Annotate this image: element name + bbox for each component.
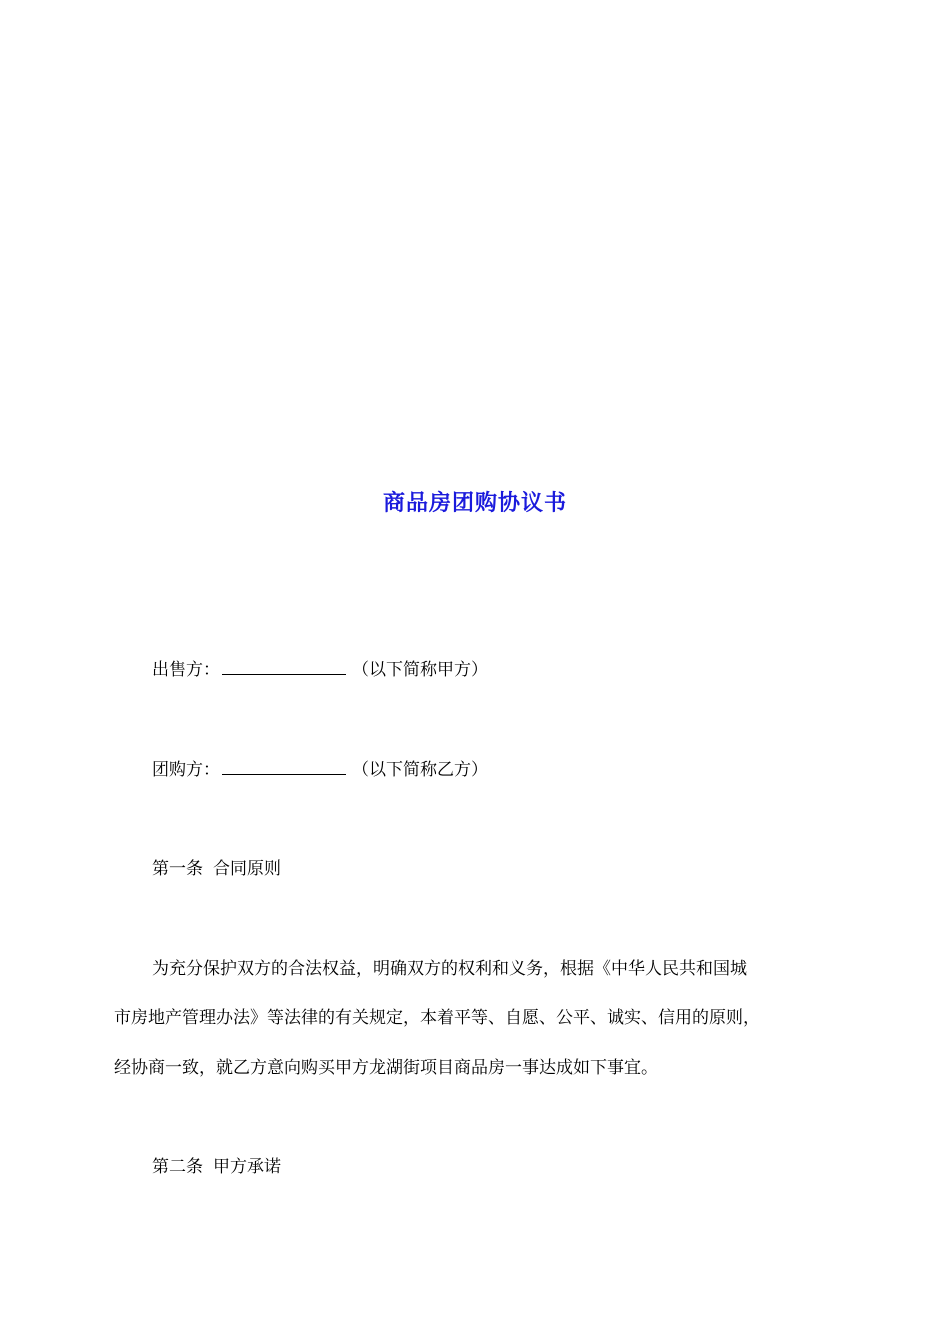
buyer-note: （以下简称乙方） <box>352 760 488 780</box>
seller-note: （以下简称甲方） <box>352 660 488 680</box>
article-2-title: 甲方承诺 <box>213 1157 281 1177</box>
buyer-line <box>152 758 488 782</box>
document-title: 商品房团购协议书 <box>382 490 567 516</box>
paragraph-1-line-2: 市房地产管理办法》等法律的有关规定，本着平等、自愿、公平、诚实、信用的原则， <box>114 1008 760 1028</box>
paragraph-1-line-3: 经协商一致，就乙方意向购买甲方龙湖街项目商品房一事达成如下事宜。 <box>114 1058 658 1078</box>
paragraph-1-line-1: 为充分保护双方的合法权益，明确双方的权利和义务，根据《中华人民共和国城 <box>152 959 747 979</box>
article-1-heading <box>152 857 281 881</box>
seller-blank-field[interactable] <box>222 658 346 675</box>
seller-line <box>152 658 488 682</box>
buyer-blank-field[interactable] <box>222 758 346 775</box>
seller-label: 出售方： <box>152 660 220 680</box>
article-1-title: 合同原则 <box>213 859 281 879</box>
article-1-number: 第一条 <box>152 859 203 879</box>
buyer-label: 团购方： <box>152 760 220 780</box>
article-2-heading <box>152 1155 281 1179</box>
article-2-number: 第二条 <box>152 1157 203 1177</box>
